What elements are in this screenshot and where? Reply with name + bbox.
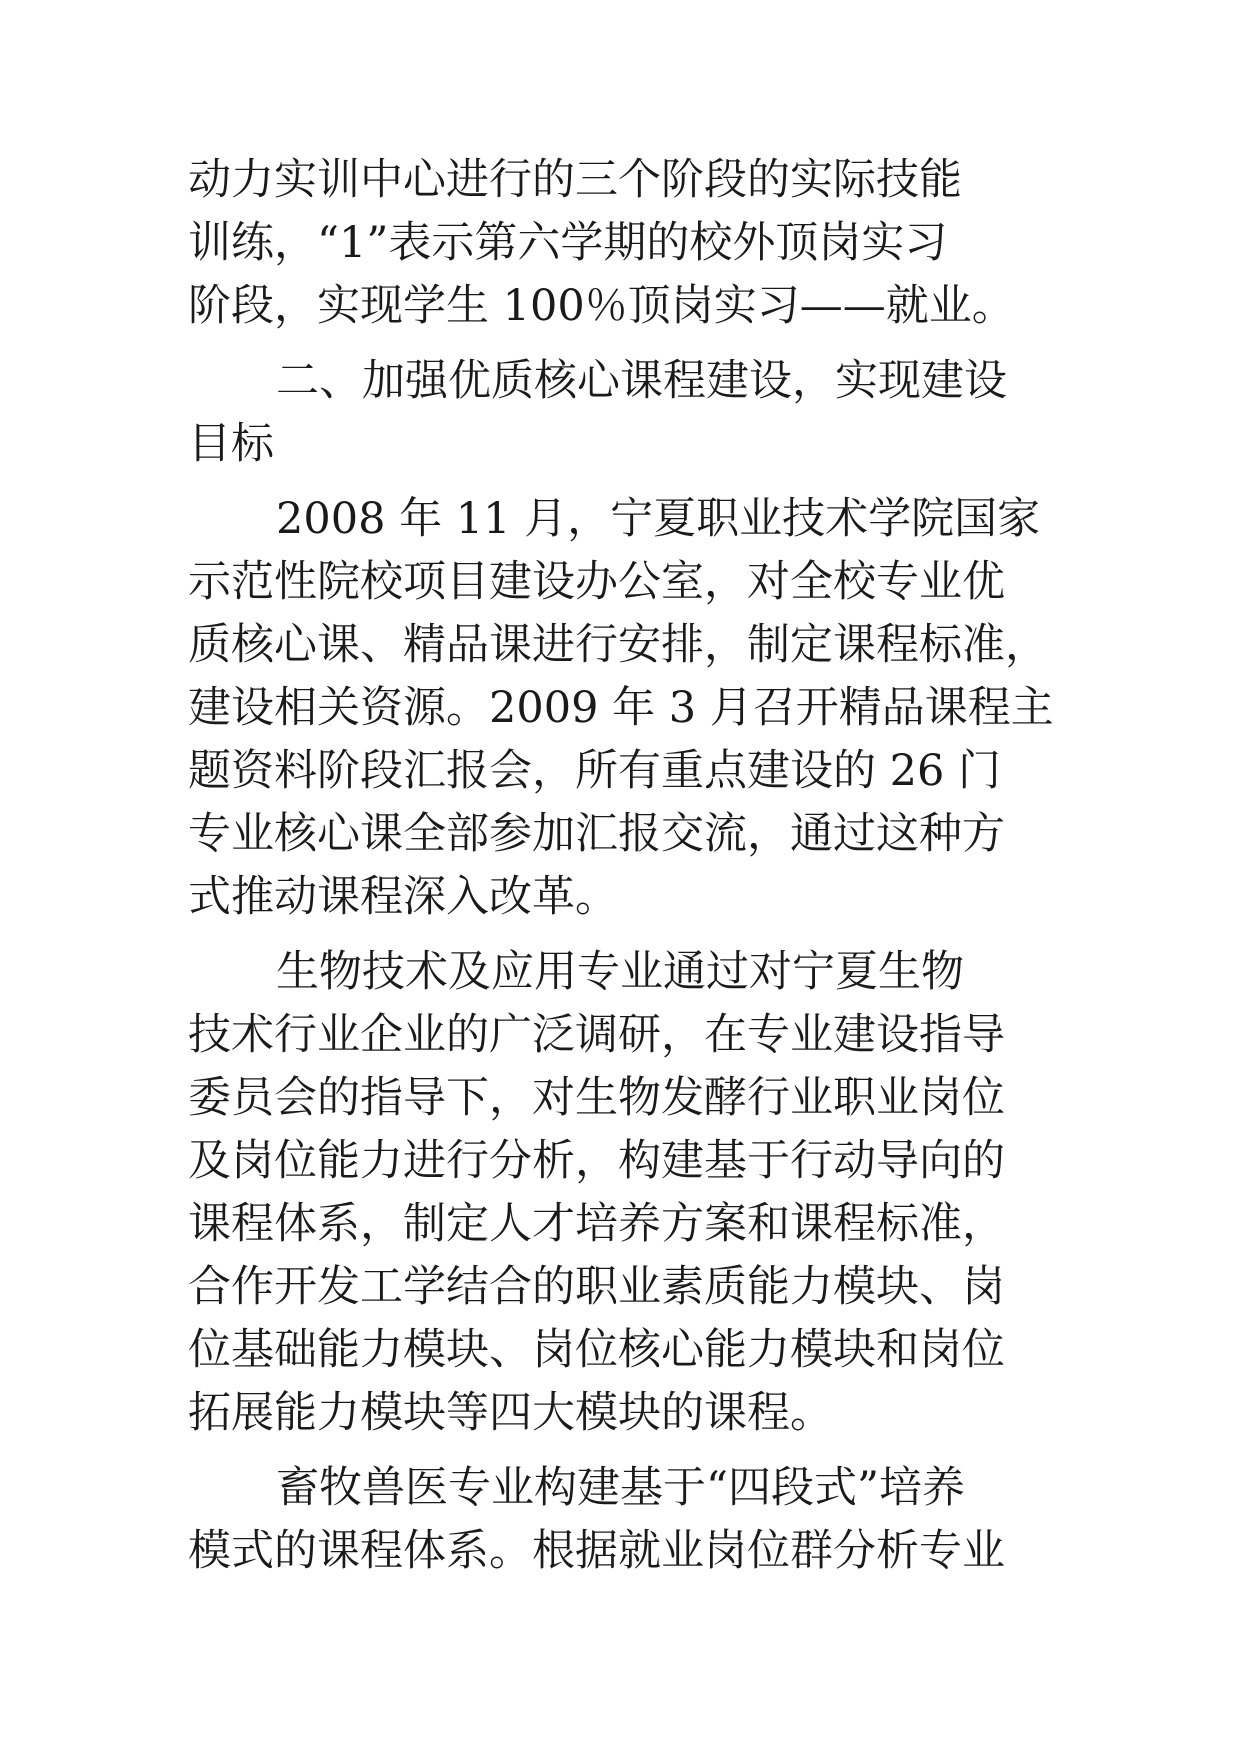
text-line: 式推动课程深入改革。 bbox=[188, 872, 618, 922]
text-line: 阶段，实现学生 100％顶岗实习——就业。 bbox=[188, 281, 1015, 331]
text-line: 训练，“1”表示第六学期的校外顶岗实习 bbox=[188, 218, 948, 268]
section-heading bbox=[188, 350, 1058, 476]
paragraph bbox=[188, 149, 1058, 338]
text-line: 课程体系，制定人才培养方案和课程标准， bbox=[188, 1199, 1005, 1249]
text-line: 畜牧兽医专业构建基于“四段式”培养 bbox=[276, 1463, 965, 1513]
paragraph bbox=[188, 1457, 1058, 1583]
text-line: 2008 年 11 月，宁夏职业技术学院国家 bbox=[276, 494, 1041, 544]
text-line: 技术行业企业的广泛调研，在专业建设指导 bbox=[188, 1010, 1005, 1060]
text-line: 建设相关资源。2009 年 3 月召开精品课程主 bbox=[188, 683, 1054, 733]
text-line: 及岗位能力进行分析，构建基于行动导向的 bbox=[188, 1136, 1005, 1186]
paragraph bbox=[188, 488, 1058, 929]
text-line: 生物技术及应用专业通过对宁夏生物 bbox=[276, 947, 964, 997]
text-line: 动力实训中心进行的三个阶段的实际技能 bbox=[188, 155, 962, 205]
text-line: 合作开发工学结合的职业素质能力模块、岗 bbox=[188, 1262, 1005, 1312]
text-line: 目标 bbox=[188, 419, 274, 469]
text-line: 二、加强优质核心课程建设，实现建设 bbox=[276, 356, 1007, 406]
text-line: 模式的课程体系。根据就业岗位群分析专业 bbox=[188, 1526, 1005, 1576]
body-text bbox=[188, 149, 1058, 1583]
text-line: 位基础能力模块、岗位核心能力模块和岗位 bbox=[188, 1325, 1005, 1375]
text-line: 拓展能力模块等四大模块的课程。 bbox=[188, 1388, 833, 1438]
text-line: 题资料阶段汇报会，所有重点建设的 26 门 bbox=[188, 746, 1002, 796]
text-line: 专业核心课全部参加汇报交流，通过这种方 bbox=[188, 809, 1005, 859]
text-line: 委员会的指导下，对生物发酵行业职业岗位 bbox=[188, 1073, 1005, 1123]
paragraph bbox=[188, 941, 1058, 1445]
text-line: 示范性院校项目建设办公室，对全校专业优 bbox=[188, 557, 1005, 607]
text-line: 质核心课、精品课进行安排，制定课程标准， bbox=[188, 620, 1048, 670]
